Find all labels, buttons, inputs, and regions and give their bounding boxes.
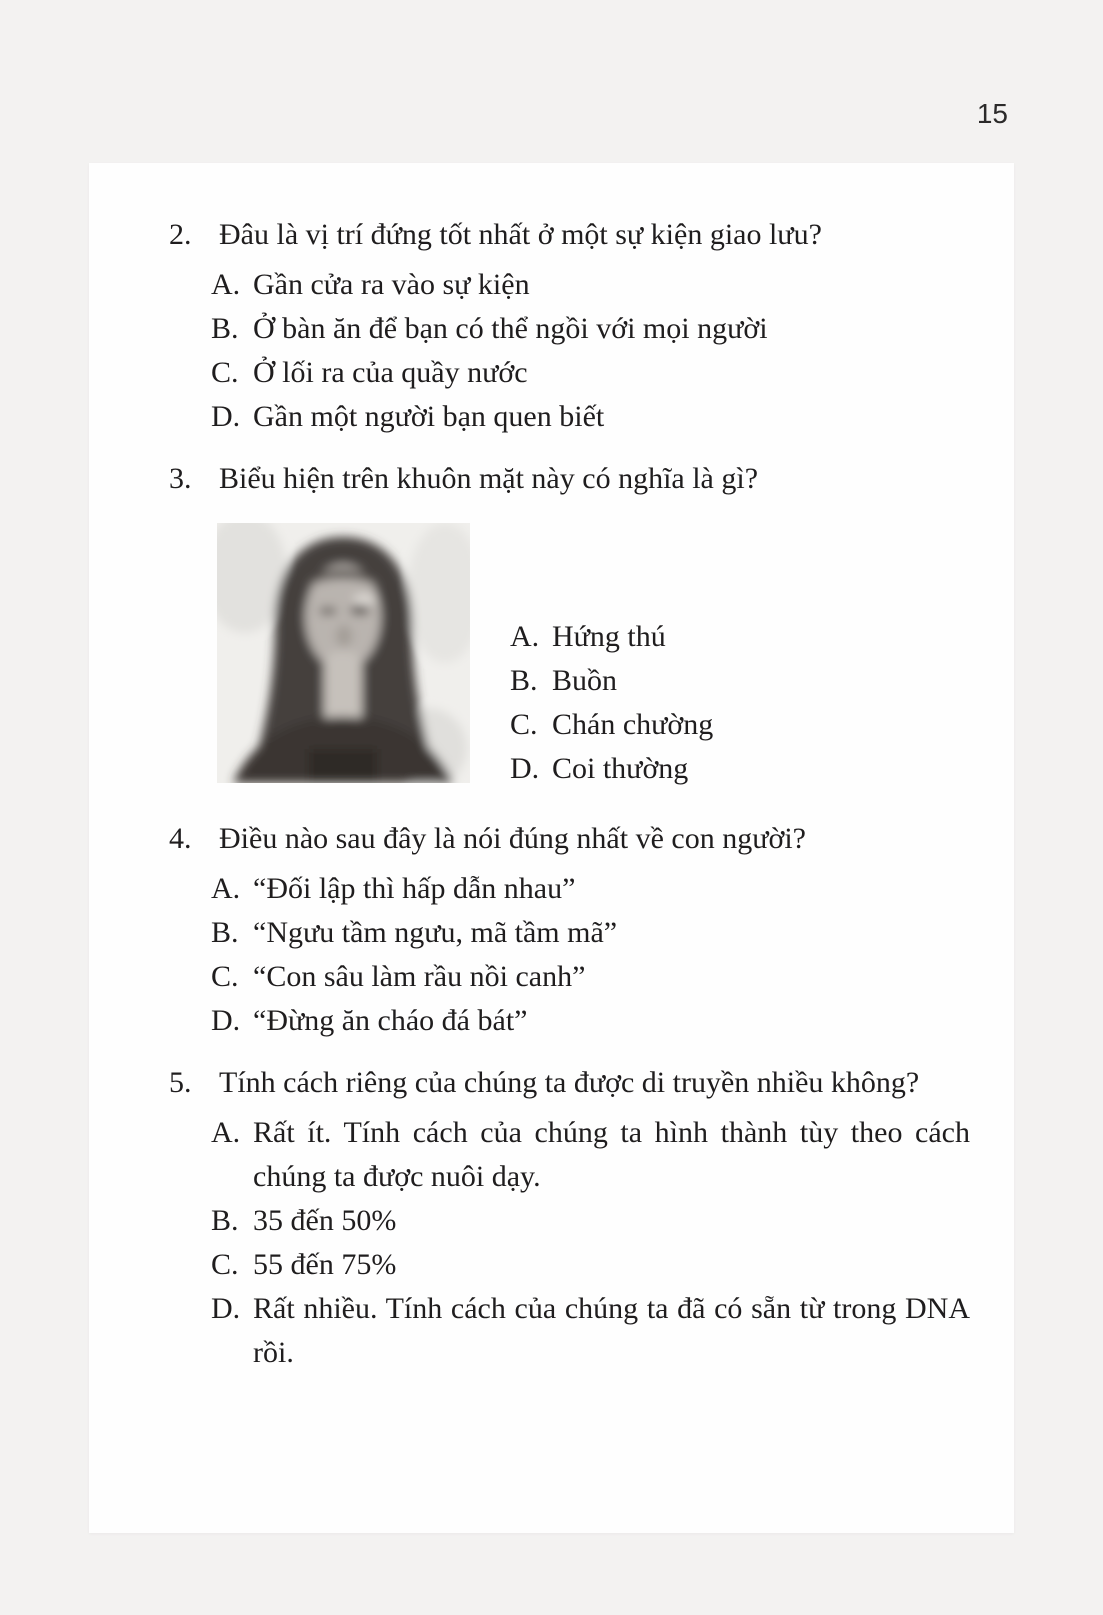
option-letter: B. (211, 1204, 239, 1237)
option-text: Hứng thú (552, 620, 666, 653)
question-4-options (169, 867, 970, 1043)
option-letter: A. (510, 620, 540, 653)
option-d (211, 1287, 970, 1375)
question-2 (169, 213, 970, 439)
option-b (211, 911, 970, 955)
option-text: Buồn (552, 664, 618, 697)
option-letter: A. (211, 268, 241, 301)
option-text: “Đừng ăn cháo đá bát” (253, 1004, 528, 1037)
option-text: 55 đến 75% (253, 1248, 397, 1281)
question-number: 2. (169, 218, 192, 251)
option-letter: B. (211, 916, 239, 949)
question-number: 3. (169, 462, 192, 495)
option-a (211, 1111, 970, 1199)
question-4-title (169, 817, 970, 861)
option-letter: C. (211, 1248, 239, 1281)
option-a (510, 615, 970, 659)
option-c (211, 955, 970, 999)
option-d (510, 747, 970, 791)
option-c (211, 1243, 970, 1287)
question-text: Đâu là vị trí đứng tốt nhất ở một sự kiện giao lưu? (219, 218, 822, 251)
option-c (510, 703, 970, 747)
option-letter: D. (211, 1004, 241, 1037)
option-text: Coi thường (552, 752, 689, 785)
option-text: Ở bàn ăn để bạn có thể ngồi với mọi người (253, 312, 768, 345)
question-4 (169, 817, 970, 1043)
woman-face-photo (217, 523, 470, 783)
question-2-title (169, 213, 970, 257)
option-text: Chán chường (552, 708, 714, 741)
question-3-title (169, 457, 970, 501)
option-letter: A. (211, 872, 241, 905)
option-text: “Con sâu làm rầu nồi canh” (253, 960, 586, 993)
option-letter: D. (510, 752, 540, 785)
question-text: Điều nào sau đây là nói đúng nhất về con người? (219, 822, 806, 855)
option-b (510, 659, 970, 703)
option-text: Gần một người bạn quen biết (253, 400, 605, 433)
option-letter: D. (211, 400, 241, 433)
question-5-title (169, 1061, 970, 1105)
document-page (89, 163, 1014, 1533)
option-letter: B. (211, 312, 239, 345)
option-letter: A. (211, 1116, 241, 1149)
question-number: 5. (169, 1066, 192, 1099)
option-b (211, 1199, 970, 1243)
option-letter: C. (211, 960, 239, 993)
question-3-media (217, 523, 970, 783)
option-d (211, 395, 970, 439)
question-text: Biểu hiện trên khuôn mặt này có nghĩa là gì? (219, 462, 759, 495)
option-text: Rất nhiều. Tính cách của chúng ta đã có sẵn từ trong DNA rồi. (253, 1292, 970, 1369)
option-letter: C. (211, 356, 239, 389)
page-number: 15 (976, 98, 1008, 129)
option-b (211, 307, 970, 351)
option-d (211, 999, 970, 1043)
question-5-options (169, 1111, 970, 1375)
option-text: “Đối lập thì hấp dẫn nhau” (253, 872, 576, 905)
option-text: Gần cửa ra vào sự kiện (253, 268, 530, 301)
option-letter: B. (510, 664, 538, 697)
option-text: Rất ít. Tính cách của chúng ta hình thành tùy theo cách chúng ta được nuôi dạy. (253, 1116, 970, 1193)
question-5 (169, 1061, 970, 1375)
option-text: “Ngưu tầm ngưu, mã tầm mã” (253, 916, 618, 949)
option-text: 35 đến 50% (253, 1204, 397, 1237)
option-c (211, 351, 970, 395)
option-a (211, 867, 970, 911)
question-text: Tính cách riêng của chúng ta được di truyền nhiều không? (219, 1066, 920, 1099)
option-letter: C. (510, 708, 538, 741)
question-3-options (510, 615, 970, 791)
question-3 (169, 457, 970, 783)
option-text: Ở lối ra của quầy nước (253, 356, 528, 389)
question-2-options (169, 263, 970, 439)
option-a (211, 263, 970, 307)
option-letter: D. (211, 1292, 241, 1325)
question-number: 4. (169, 822, 192, 855)
